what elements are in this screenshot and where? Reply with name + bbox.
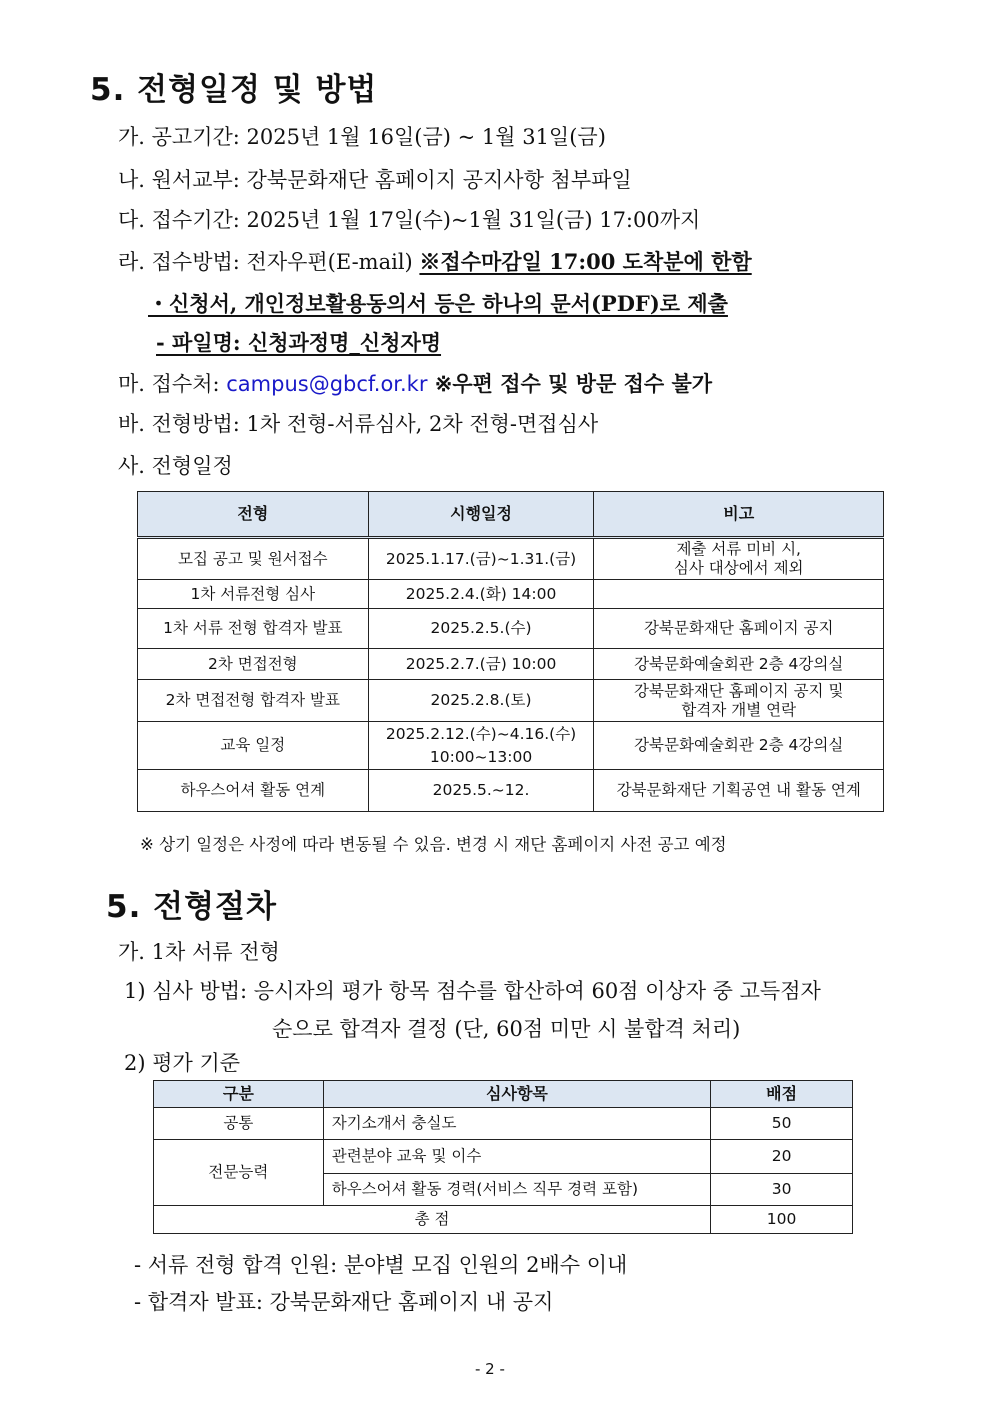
- table-row: [138, 649, 884, 680]
- cell-note: [594, 538, 884, 580]
- table-row: [138, 680, 884, 722]
- table-row: [154, 1108, 853, 1140]
- table-row: [138, 770, 884, 812]
- no-mail-visit-note: ※우편 접수 및 방문 접수 불가: [427, 371, 713, 396]
- schedule-change-note: ※ 상기 일정은 사정에 따라 변동될 수 있음. 변경 시 재단 홈페이지 사전 공고 예정: [140, 835, 727, 854]
- cell-date: 2025.2.4.(화) 14:00: [368, 580, 594, 609]
- item-submission-method: [118, 246, 752, 276]
- cell-note: [594, 680, 884, 722]
- table-header-row: [138, 492, 884, 538]
- cell-note: [594, 580, 884, 609]
- section-title-schedule: 5. 전형일정 및 방법: [90, 72, 378, 108]
- cell-stage: 2차 면접전형: [138, 649, 369, 680]
- cell-criteria: 자기소개서 충실도: [323, 1108, 710, 1140]
- item-submission-address: [118, 368, 712, 398]
- header-category: 구분: [154, 1081, 324, 1108]
- cell-score: 30: [711, 1174, 853, 1206]
- header-stage: 전형: [138, 492, 369, 538]
- cell-criteria: 하우스어셔 활동 경력(서비스 직무 경력 포함): [323, 1174, 710, 1206]
- item-application-form: 나. 원서교부: 강북문화재단 홈페이지 공지사항 첨부파일: [118, 168, 632, 192]
- submission-method-label: 라. 접수방법: 전자우편(E-mail): [118, 250, 420, 274]
- cell-date: 2025.2.5.(수): [368, 609, 594, 649]
- cell-stage: 교육 일정: [138, 722, 369, 770]
- item-selection-schedule: 사. 전형일정: [118, 454, 233, 478]
- cell-stage: 1차 서류전형 심사: [138, 580, 369, 609]
- cell-date: 2025.2.8.(토): [368, 680, 594, 722]
- table-row: [138, 722, 884, 770]
- cell-stage: 2차 면접전형 합격자 발표: [138, 680, 369, 722]
- time-line: 10:00~13:00: [429, 747, 533, 766]
- page-number: - 2 -: [475, 1360, 505, 1378]
- header-criteria: 심사항목: [323, 1081, 710, 1108]
- cell-date: [368, 722, 594, 770]
- section-title-procedure: 5. 전형절차: [106, 889, 277, 925]
- evaluation-method-line2: 순으로 합격자 결정 (단, 60점 미만 시 불합격 처리): [272, 1017, 741, 1041]
- cell-criteria: 관련분야 교육 및 이수: [323, 1140, 710, 1174]
- note-line: 합격자 개별 연락: [681, 700, 797, 719]
- note-line: 심사 대상에서 제외: [673, 559, 804, 577]
- evaluation-table: [153, 1080, 853, 1234]
- cell-stage: 1차 서류 전형 합격자 발표: [138, 609, 369, 649]
- announcement-note: - 합격자 발표: 강북문화재단 홈페이지 내 공지: [134, 1290, 554, 1314]
- table-row: [154, 1206, 853, 1234]
- item-submission-period: 다. 접수기간: 2025년 1월 17일(수)~1월 31일(금) 17:00까지: [118, 208, 701, 232]
- first-screening-heading: 가. 1차 서류 전형: [118, 940, 280, 964]
- pdf-submission-note: ・신청서, 개인정보활용동의서 등은 하나의 문서(PDF)로 제출: [148, 291, 728, 316]
- cell-note: 강북문화예술회관 2층 4강의실: [594, 649, 884, 680]
- cell-score: 20: [711, 1140, 853, 1174]
- note-line: 강북문화재단 홈페이지 공지 및: [634, 681, 844, 700]
- date-line: 2025.2.12.(수)~4.16.(수): [385, 724, 577, 743]
- cell-note: 강북문화재단 기획공연 내 활동 연계: [594, 770, 884, 812]
- cell-date: 2025.1.17.(금)~1.31.(금): [368, 538, 594, 580]
- cell-category: 공통: [154, 1108, 324, 1140]
- item-announcement-period: 가. 공고기간: 2025년 1월 16일(금) ~ 1월 31일(금): [118, 125, 606, 149]
- cell-total-score: 100: [711, 1206, 853, 1234]
- header-score: 배점: [711, 1081, 853, 1108]
- cell-note: 강북문화재단 홈페이지 공지: [594, 609, 884, 649]
- submission-address-label: 마. 접수처:: [118, 372, 227, 396]
- evaluation-criteria-heading: 2) 평가 기준: [124, 1051, 241, 1075]
- cell-stage: 하우스어셔 활동 연계: [138, 770, 369, 812]
- cell-note: 강북문화예술회관 2층 4강의실: [594, 722, 884, 770]
- schedule-table: [137, 491, 884, 812]
- item-selection-method: 바. 전형방법: 1차 전형-서류심사, 2차 전형-면접심사: [118, 412, 599, 436]
- table-row: [138, 538, 884, 580]
- evaluation-method-line1: 1) 심사 방법: 응시자의 평가 항목 점수를 합산하여 60점 이상자 중 고득점자: [124, 979, 821, 1003]
- cell-total-label: 총 점: [154, 1206, 711, 1234]
- table-row: [138, 580, 884, 609]
- table-row: [138, 609, 884, 649]
- header-date: 시행일정: [368, 492, 594, 538]
- cell-date: 2025.2.7.(금) 10:00: [368, 649, 594, 680]
- table-row: [154, 1140, 853, 1174]
- filename-rule: - 파일명: 신청과정명_신청자명: [156, 330, 442, 355]
- submission-deadline-note: ※접수마감일 17:00 도착분에 한함: [419, 249, 752, 274]
- cell-stage: 모집 공고 및 원서접수: [138, 538, 369, 580]
- pass-count-note: - 서류 전형 합격 인원: 분야별 모집 인원의 2배수 이내: [134, 1253, 628, 1277]
- header-note: 비고: [594, 492, 884, 538]
- cell-category: 전문능력: [154, 1140, 324, 1206]
- email-link[interactable]: campus@gbcf.or.kr: [226, 372, 428, 396]
- cell-date: 2025.5.~12.: [368, 770, 594, 812]
- note-line: 제출 서류 미비 시,: [676, 540, 801, 559]
- table-header-row: [154, 1081, 853, 1108]
- cell-score: 50: [711, 1108, 853, 1140]
